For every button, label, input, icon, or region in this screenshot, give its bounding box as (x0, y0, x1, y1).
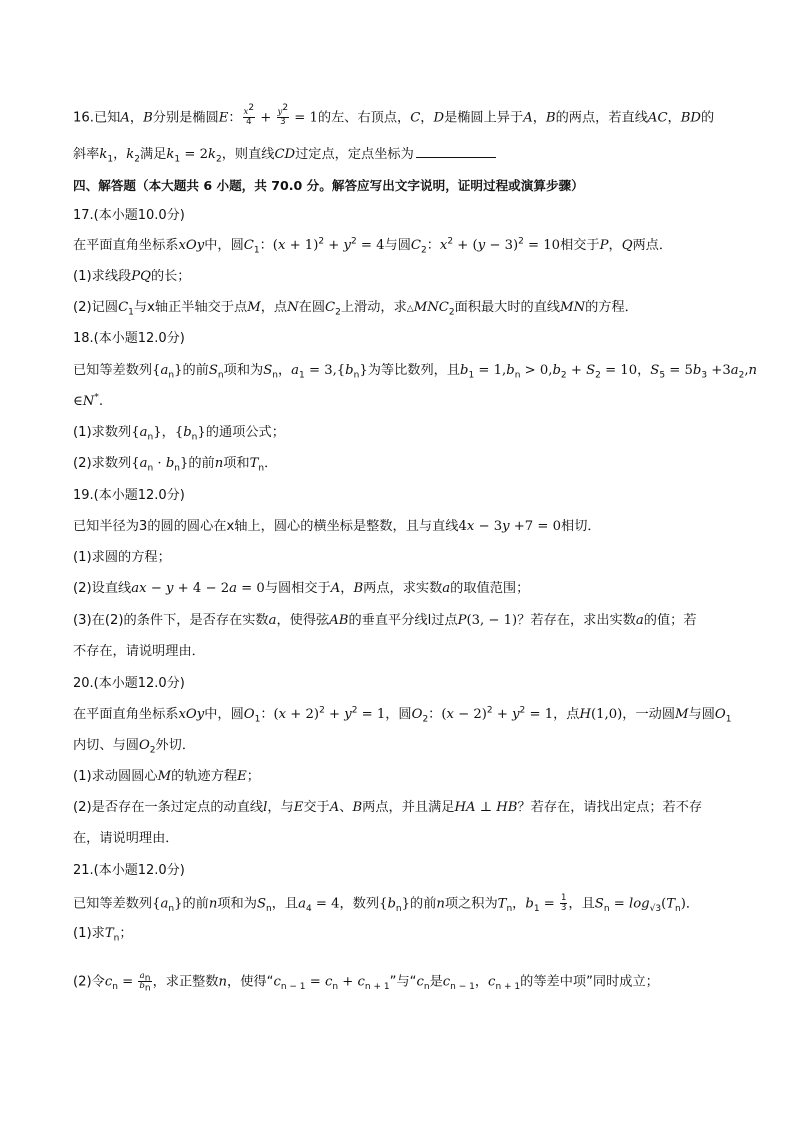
q18-part-2: (2)求数列$\{a_n \cdot b_n\}$的前n项和$T_n$． (73, 456, 278, 474)
text: 的长； (150, 269, 191, 284)
text: 的前 (188, 456, 215, 471)
text: 在圆 (298, 300, 326, 315)
text: 项和为 (223, 363, 264, 378)
q20-part-1: (1)求动圆圆心M的轨迹方程E； (73, 769, 260, 784)
text: 交于 (303, 800, 330, 815)
text: 的前 (182, 896, 209, 912)
text: 满足 (140, 147, 167, 162)
q16-line-2: 斜率$k_1$，$k_2$满足$k_1 = 2k_2$，则直线CD过定点，定点坐标为 (73, 145, 723, 164)
text: 的左、右顶点， (317, 110, 411, 126)
text: (2)是否存在一条过定点的动直线 (73, 800, 264, 815)
q17-part-2: (2)记圆$C_1$与x轴正半轴交于点M，点N在圆$C_2$上滑动，求$\triangle MNC_2$面积最大时的直线MN的方程． (73, 300, 638, 318)
text: ； (119, 926, 133, 941)
fraction: $\frac{1}{3}$ (560, 893, 567, 913)
text: 过定点，定点坐标为 (295, 147, 414, 162)
q19-part-3-cont: 不存在，请说明理由． (73, 644, 205, 659)
text: 是 (429, 974, 443, 990)
q17-part-1: (1)求线段PQ的长； (73, 269, 191, 284)
q21-part-2: (2)令$c_n$ = $\frac{a_n}{b_n}$ ，求正整数n，使得“$c_{n - 1} = c_n + c_{n + 1}$”与“$c_n$是$c_{n - 1}$，$c_{n + 1}$的等差中项”同时成立； (73, 971, 659, 994)
text: 面积最大时的直线 (454, 300, 561, 315)
q19-part-3: (3)在(2)的条件下，是否存在实数a，使得弦AB的垂直平分线l过点P(3, − 1)？若存在，求出实数a的值；若 (73, 613, 697, 628)
text: 与圆 (384, 238, 411, 253)
text: 两点，并且满足 (362, 800, 455, 815)
text: 的通项公式； (205, 425, 285, 440)
text: ． (264, 456, 278, 471)
text: 项和为 (217, 896, 257, 912)
text: 中，圆 (204, 238, 244, 253)
text: 的方程． (585, 300, 638, 315)
q21-stem: 已知等差数列$\{a_n\}$的前n项和为$S_n$，且$a_4 = 4$，数列$\{b_n\}$的前n项之积为$T_n$，$b_1$ = $\frac{1}{3}$ ，且$S_n = \log_{√3}(T_n)$． (73, 893, 700, 915)
text: 与圆相交于 (264, 581, 331, 596)
q17-header: 17.(本小题10.0分) (73, 208, 185, 223)
text: (1)求线段 (73, 269, 132, 284)
q19-stem: 已知半径为3的圆的圆心在x轴上，圆心的横坐标是整数，且与直线4x − 3y +7 = 0相切． (73, 519, 601, 534)
q18-part-1: (1)求数列$\{a_n\}$，$\{b_n\}$的通项公式； (73, 425, 285, 443)
text: ，圆 (385, 707, 412, 722)
text: (3)在(2)的条件下，是否存在实数 (73, 613, 269, 628)
text: 项之积为 (444, 896, 498, 912)
q19-part-1: (1)求圆的方程； (73, 550, 171, 565)
text: 分别是椭圆 (152, 110, 219, 126)
text: ，且 (271, 896, 299, 912)
text: ，数列 (339, 896, 380, 912)
text: 16.已知 (73, 110, 121, 126)
q18-stem-1: 已知等差数列$\{a_n\}$的前$S_n$项和为$S_n$，$a_1 = 3,\{b_n\}$为等比数列，且$b_1 = 1,b_n > 0,b_2 + S_2 = 10$，$S_5 = 5b_3 +3a_2,n$ (73, 363, 758, 381)
text: 的前 (410, 896, 437, 912)
q20-stem-2: 内切、与圆$O_2$外切． (73, 738, 196, 756)
text: ”与“ (389, 974, 417, 990)
text: 为等比数列，且 (367, 363, 461, 378)
text: 与x轴正半轴交于点 (133, 300, 248, 315)
text: 的值；若 (643, 613, 697, 628)
text: ， (637, 363, 651, 378)
text: ，点 (553, 707, 580, 722)
text: (2)设直线 (73, 581, 132, 596)
q20-part-2: (2)是否存在一条过定点的动直线l，与E交于A、B两点，并且满足HA ⊥ HB？若存在，请找出定点；若不存 (73, 800, 703, 815)
text: (2)令 (73, 974, 105, 990)
text: 的 (701, 110, 715, 126)
q19-header: 19.(本小题12.0分) (73, 488, 185, 503)
q21-part-1: (1)求$T_n$； (73, 926, 133, 944)
text: ，点 (260, 300, 288, 315)
text: 外切． (155, 738, 196, 753)
text: ，且 (568, 896, 595, 912)
fraction: $\frac{y^2}{3}$ (277, 103, 289, 127)
text: ？若存在，求出实数 (517, 613, 636, 628)
text: (2)记圆 (73, 300, 119, 315)
text: ； (246, 769, 260, 784)
text: 在平面直角坐标系 (73, 707, 179, 722)
text: 的取值范围； (450, 581, 530, 596)
text: 的两点，若直线 (555, 110, 648, 126)
text: ，求正整数 (152, 974, 219, 990)
text: (1)求 (73, 926, 105, 941)
text: 中，圆 (204, 707, 244, 722)
text: ，一动圆 (622, 707, 676, 722)
text: 在平面直角坐标系 (73, 238, 179, 253)
text: (2)求数列 (73, 456, 132, 471)
text: ，则直线 (221, 147, 275, 162)
section-title: 四、解答题（本大题共 6 小题，共 70.0 分。解答应写出文字说明，证明过程或演算步骤） (73, 178, 584, 193)
answer-blank[interactable] (416, 145, 496, 158)
text: 已知等差数列 (73, 363, 153, 378)
q20-header: 20.(本小题12.0分) (73, 676, 185, 691)
text: 相切． (561, 519, 601, 534)
text: 是椭圆上异于 (444, 110, 524, 126)
q16-line-1: 16.已知A，B分别是椭圆E： $\frac{x^2}{4}$ + $\frac{y^2}{3}$ = 1的左、右顶点，C，D是椭圆上异于A，B的两点，若直线AC，BD的 (73, 103, 715, 127)
text: (1)求数列 (73, 425, 132, 440)
text: 与圆 (688, 707, 715, 722)
text: 相交于 (560, 238, 600, 253)
text: 的轨迹方程 (171, 769, 238, 784)
text: (1)求动圆圆心 (73, 769, 158, 784)
text: 已知等差数列 (73, 896, 153, 912)
q20-part-2-cont: 在，请说明理由． (73, 831, 179, 846)
text: 两点，求实数 (363, 581, 443, 596)
text: ？若存在，请找出定点；若不存 (517, 800, 703, 815)
text: 的前 (182, 363, 209, 378)
text: ，与 (267, 800, 294, 815)
text: 上滑动，求 (340, 300, 407, 315)
text: 项和 (223, 456, 250, 471)
text: ，使得“ (227, 974, 274, 990)
text: ． (685, 896, 700, 912)
q18-header: 18.(本小题12.0分) (73, 331, 185, 346)
q20-stem-1: 在平面直角坐标系xOy中，圆$O_1$：$(x + 2)^2 + y^2 = 1$，圆$O_2$：$(x - 2)^2 + y^2 = 1$，点H(1,0)，一动圆M与圆$O_1$ (73, 705, 732, 725)
text: 内切、与圆 (73, 738, 139, 753)
q19-part-2: (2)设直线ax − y + 4 − 2a = 0与圆相交于A，B两点，求实数a的取值范围； (73, 581, 530, 596)
q18-stem-2: ∈N*. (73, 392, 104, 409)
fraction: $\frac{x^2}{4}$ (243, 103, 255, 127)
text: ，使得弦 (276, 613, 330, 628)
text: 的垂直平分线l过点 (348, 613, 458, 628)
fraction: $\frac{a_n}{b_n}$ (139, 971, 151, 994)
text: 斜率 (73, 147, 100, 162)
q17-stem: 在平面直角坐标系xOy中，圆$C_1$：$(x + 1)^2 + y^2 = 4$与圆$C_2$：$x^2 + (y - 3)^2 = 10$相交于P，Q两点． (73, 236, 673, 256)
text: 已知半径为3的圆的圆心在x轴上，圆心的横坐标是整数，且与直线 (73, 519, 459, 534)
text: 两点． (632, 238, 673, 253)
text: 的等差中项”同时成立； (520, 974, 659, 990)
q21-header: 21.(本小题12.0分) (73, 863, 185, 878)
